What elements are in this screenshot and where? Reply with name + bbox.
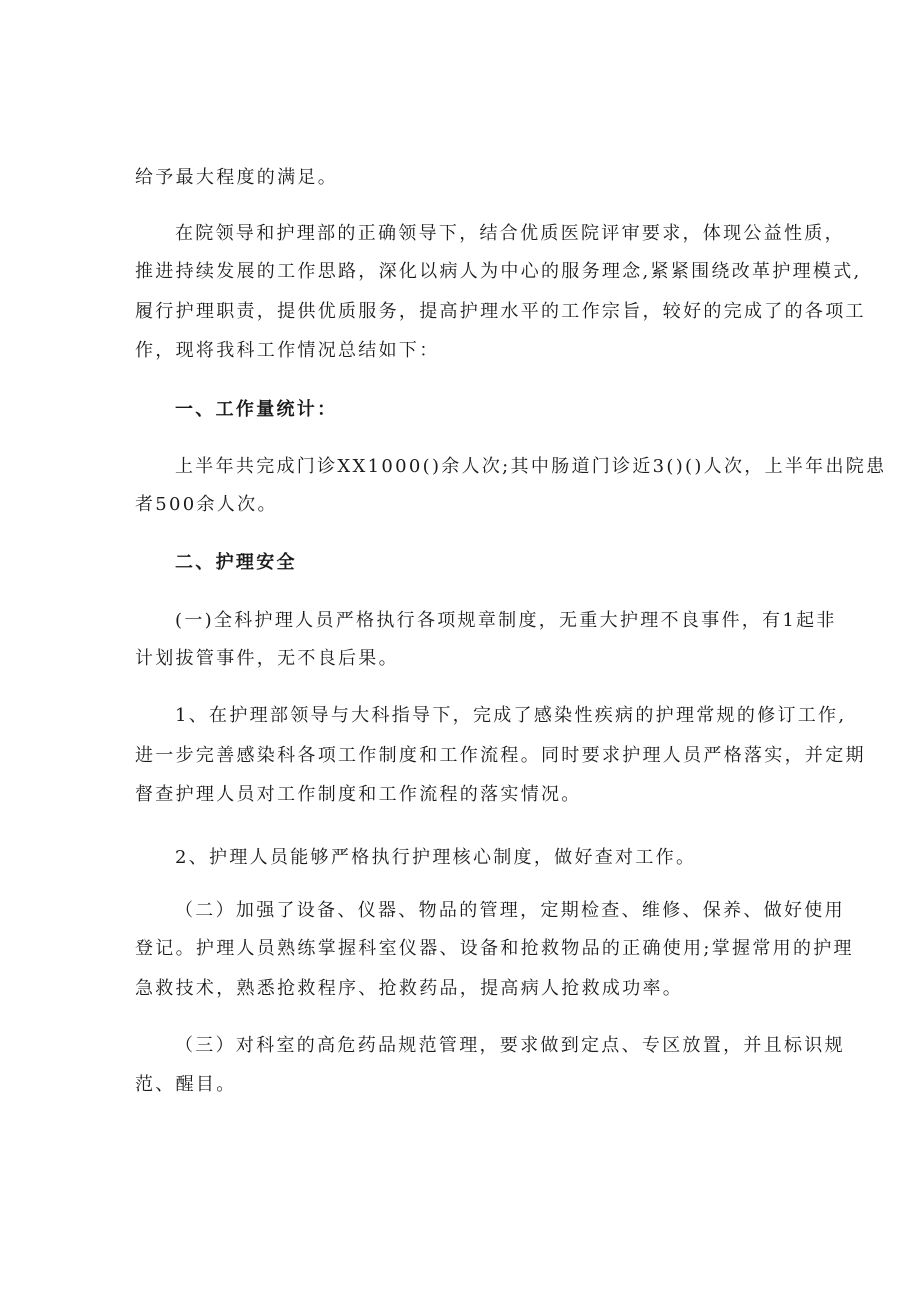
paragraph-line: 在院领导和护理部的正确领导下，结合优质医院评审要求，体现公益性质， xyxy=(175,223,845,244)
section-heading-workload: 一、工作量统计： xyxy=(175,399,338,420)
paragraph-line: 1、在护理部领导与大科指导下，完成了感染性疾病的护理常规的修订工作, xyxy=(175,705,847,726)
paragraph-line: (一)全科护理人员严格执行各项规章制度，无重大护理不良事件，有1起非 xyxy=(175,610,837,631)
paragraph-line: 履行护理职责，提供优质服务，提高护理水平的工作宗旨，较好的完成了的各项工 xyxy=(135,301,866,322)
paragraph-line: 范、醒目。 xyxy=(135,1074,237,1095)
paragraph-line: 推进持续发展的工作思路，深化以病人为中心的服务理念,紧紧围绕改革护理模式, xyxy=(135,261,862,282)
paragraph-line: 上半年共完成门诊XX1000()余人次;其中肠道门诊近3()()人次，上半年出院患 xyxy=(175,456,887,477)
section-heading-nursing-safety: 二、护理安全 xyxy=(175,552,297,573)
paragraph-line: 给予最大程度的满足。 xyxy=(135,167,338,188)
paragraph-line: 急救技术，熟悉抢救程序、抢救药品，提高病人抢救成功率。 xyxy=(135,978,684,999)
paragraph-line: 者500余人次。 xyxy=(135,494,278,515)
paragraph-line: 2、护理人员能够严格执行护理核心制度，做好查对工作。 xyxy=(175,847,697,868)
paragraph-line: 计划拔管事件，无不良后果。 xyxy=(135,648,399,669)
paragraph-line: 督查护理人员对工作制度和工作流程的落实情况。 xyxy=(135,784,582,805)
paragraph-line: 作，现将我科工作情况总结如下： xyxy=(135,340,440,361)
paragraph-line: （三）对科室的高危药品规范管理，要求做到定点、专区放置，并且标识规 xyxy=(175,1035,845,1056)
paragraph-line: （二）加强了设备、仪器、物品的管理，定期检查、维修、保养、做好使用 xyxy=(175,900,845,921)
paragraph-line: 登记。护理人员熟练掌握科室仪器、设备和抢救物品的正确使用;掌握常用的护理 xyxy=(135,938,854,959)
paragraph-line: 进一步完善感染科各项工作制度和工作流程。同时要求护理人员严格落实，并定期 xyxy=(135,745,866,766)
